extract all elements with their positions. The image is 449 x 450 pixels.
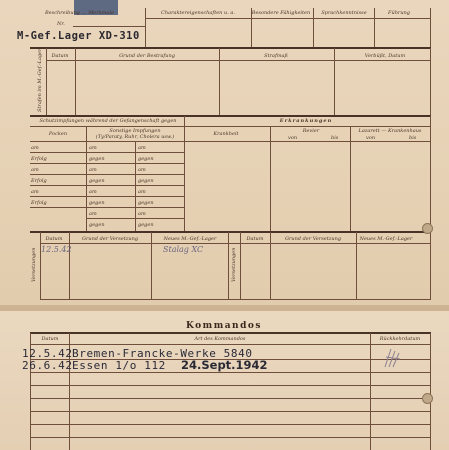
sonst2-am-1: am bbox=[138, 145, 146, 151]
col-sonstige: Sonstige Impfungen bbox=[109, 128, 161, 134]
sonst1-am-3: am bbox=[89, 189, 97, 195]
revier-bis: bis bbox=[331, 135, 339, 141]
strafen-col-strafmass: Strafmaß bbox=[264, 53, 288, 59]
sonst2-am-3: am bbox=[138, 189, 146, 195]
sonst1-am-4: am bbox=[89, 211, 97, 217]
sonst2-gegen-2: gegen bbox=[138, 178, 154, 184]
vers-col-datum-l: Datum bbox=[45, 236, 63, 242]
sonst1-gegen-4: gegen bbox=[89, 222, 105, 228]
header-col4-label: Sprachkenntnisse bbox=[321, 10, 367, 16]
header-col2-label: Charaktereigenschaften u. a. bbox=[161, 10, 235, 16]
header-col3-label: Besondere Fähigkeiten bbox=[251, 10, 311, 16]
erkrankungen-title: Erkrankungen bbox=[279, 118, 333, 124]
pencil-strike-mark bbox=[383, 347, 403, 369]
col-krankheit: Krankheit bbox=[213, 131, 239, 137]
strafen-col-verbuesst: Verbüßt, Datum bbox=[364, 53, 406, 59]
lazarett-von: von bbox=[366, 135, 376, 141]
nr-label: Nr. bbox=[57, 21, 65, 27]
kom-col-datum: Datum bbox=[41, 336, 59, 342]
vers-col-lager-l: Neues M.-Gef.-Lager bbox=[163, 236, 217, 242]
col-revier: Revier bbox=[302, 128, 320, 134]
versetzungen-side-label-left: Versetzungen bbox=[31, 247, 37, 282]
pocken-am-2: am bbox=[31, 167, 39, 173]
pocken-am-3: am bbox=[31, 189, 39, 195]
kommandos-card bbox=[0, 311, 449, 450]
col-lazarett: Lazarett — Krankenhaus bbox=[358, 128, 422, 134]
sonst2-am-4: am bbox=[138, 211, 146, 217]
vers-col-grund-l: Grund der Versetzung bbox=[81, 236, 139, 242]
strafen-col-grund: Grund der Bestrafung bbox=[119, 53, 175, 59]
sonst2-am-2: am bbox=[138, 167, 146, 173]
kom-col-art: Art des Kommandos bbox=[194, 336, 246, 342]
versetzung-date-handwritten: 12.5.42 bbox=[41, 245, 72, 254]
pocken-am-1: am bbox=[31, 145, 39, 151]
impf-title: Schutzimpfungen während der Gefangenschaft gegen bbox=[39, 118, 177, 124]
kommando-2-text: Essen 1/o 112 bbox=[72, 359, 166, 372]
versetzung-lager-handwritten: Stalag XC bbox=[163, 245, 204, 254]
strafen-col-datum: Datum bbox=[51, 53, 69, 59]
sonst1-gegen-2: gegen bbox=[89, 178, 105, 184]
versetzungen-side-label-right: Versetzungen bbox=[231, 247, 237, 282]
pocken-erfolg-1: Erfolg bbox=[31, 156, 47, 162]
punch-hole-bottom bbox=[422, 393, 433, 404]
col-sonstige-sub: (Ty/Paraty, Ruhr, Cholera usw.) bbox=[95, 134, 175, 140]
sonst1-am-1: am bbox=[89, 145, 97, 151]
lazarett-bis: bis bbox=[409, 135, 417, 141]
punch-hole bbox=[422, 223, 433, 234]
kommando-1-date: 12.5.42 bbox=[22, 347, 73, 360]
sonst1-gegen-1: gegen bbox=[89, 156, 105, 162]
pocken-erfolg-3: Erfolg bbox=[31, 200, 47, 206]
date-stamp: 24.Sept.1942 bbox=[181, 358, 268, 372]
sonst1-am-2: am bbox=[89, 167, 97, 173]
header-col5-label: Führung bbox=[388, 10, 410, 16]
sonst2-gegen-1: gegen bbox=[138, 156, 154, 162]
strafen-side-label: Strafen im M.-Gef.-Lager bbox=[37, 48, 43, 112]
kommando-2-date: 26.6.42 bbox=[22, 359, 73, 372]
camp-stamp: M-Gef.Lager XD-310 bbox=[17, 30, 140, 42]
revier-von: von bbox=[288, 135, 298, 141]
sonst2-gegen-4: gegen bbox=[138, 222, 154, 228]
sonst2-gegen-3: gegen bbox=[138, 200, 154, 206]
pocken-erfolg-2: Erfolg bbox=[31, 178, 47, 184]
kom-col-rueck: Rückkehrdatum bbox=[379, 336, 421, 342]
sonst1-gegen-3: gegen bbox=[89, 200, 105, 206]
kommando-1-text: Bremen-Francke-Werke 5840 bbox=[72, 347, 253, 360]
kommandos-title: Kommandos bbox=[186, 321, 262, 331]
vers-col-grund-r: Grund der Versetzung bbox=[284, 236, 342, 242]
col-pocken: Pocken bbox=[48, 131, 68, 137]
vers-col-lager-r: Neues M.-Gef.-Lager bbox=[359, 236, 413, 242]
header-col1-label: Beschreibung … Merkmale bbox=[45, 10, 114, 16]
vers-col-datum-r: Datum bbox=[246, 236, 264, 242]
